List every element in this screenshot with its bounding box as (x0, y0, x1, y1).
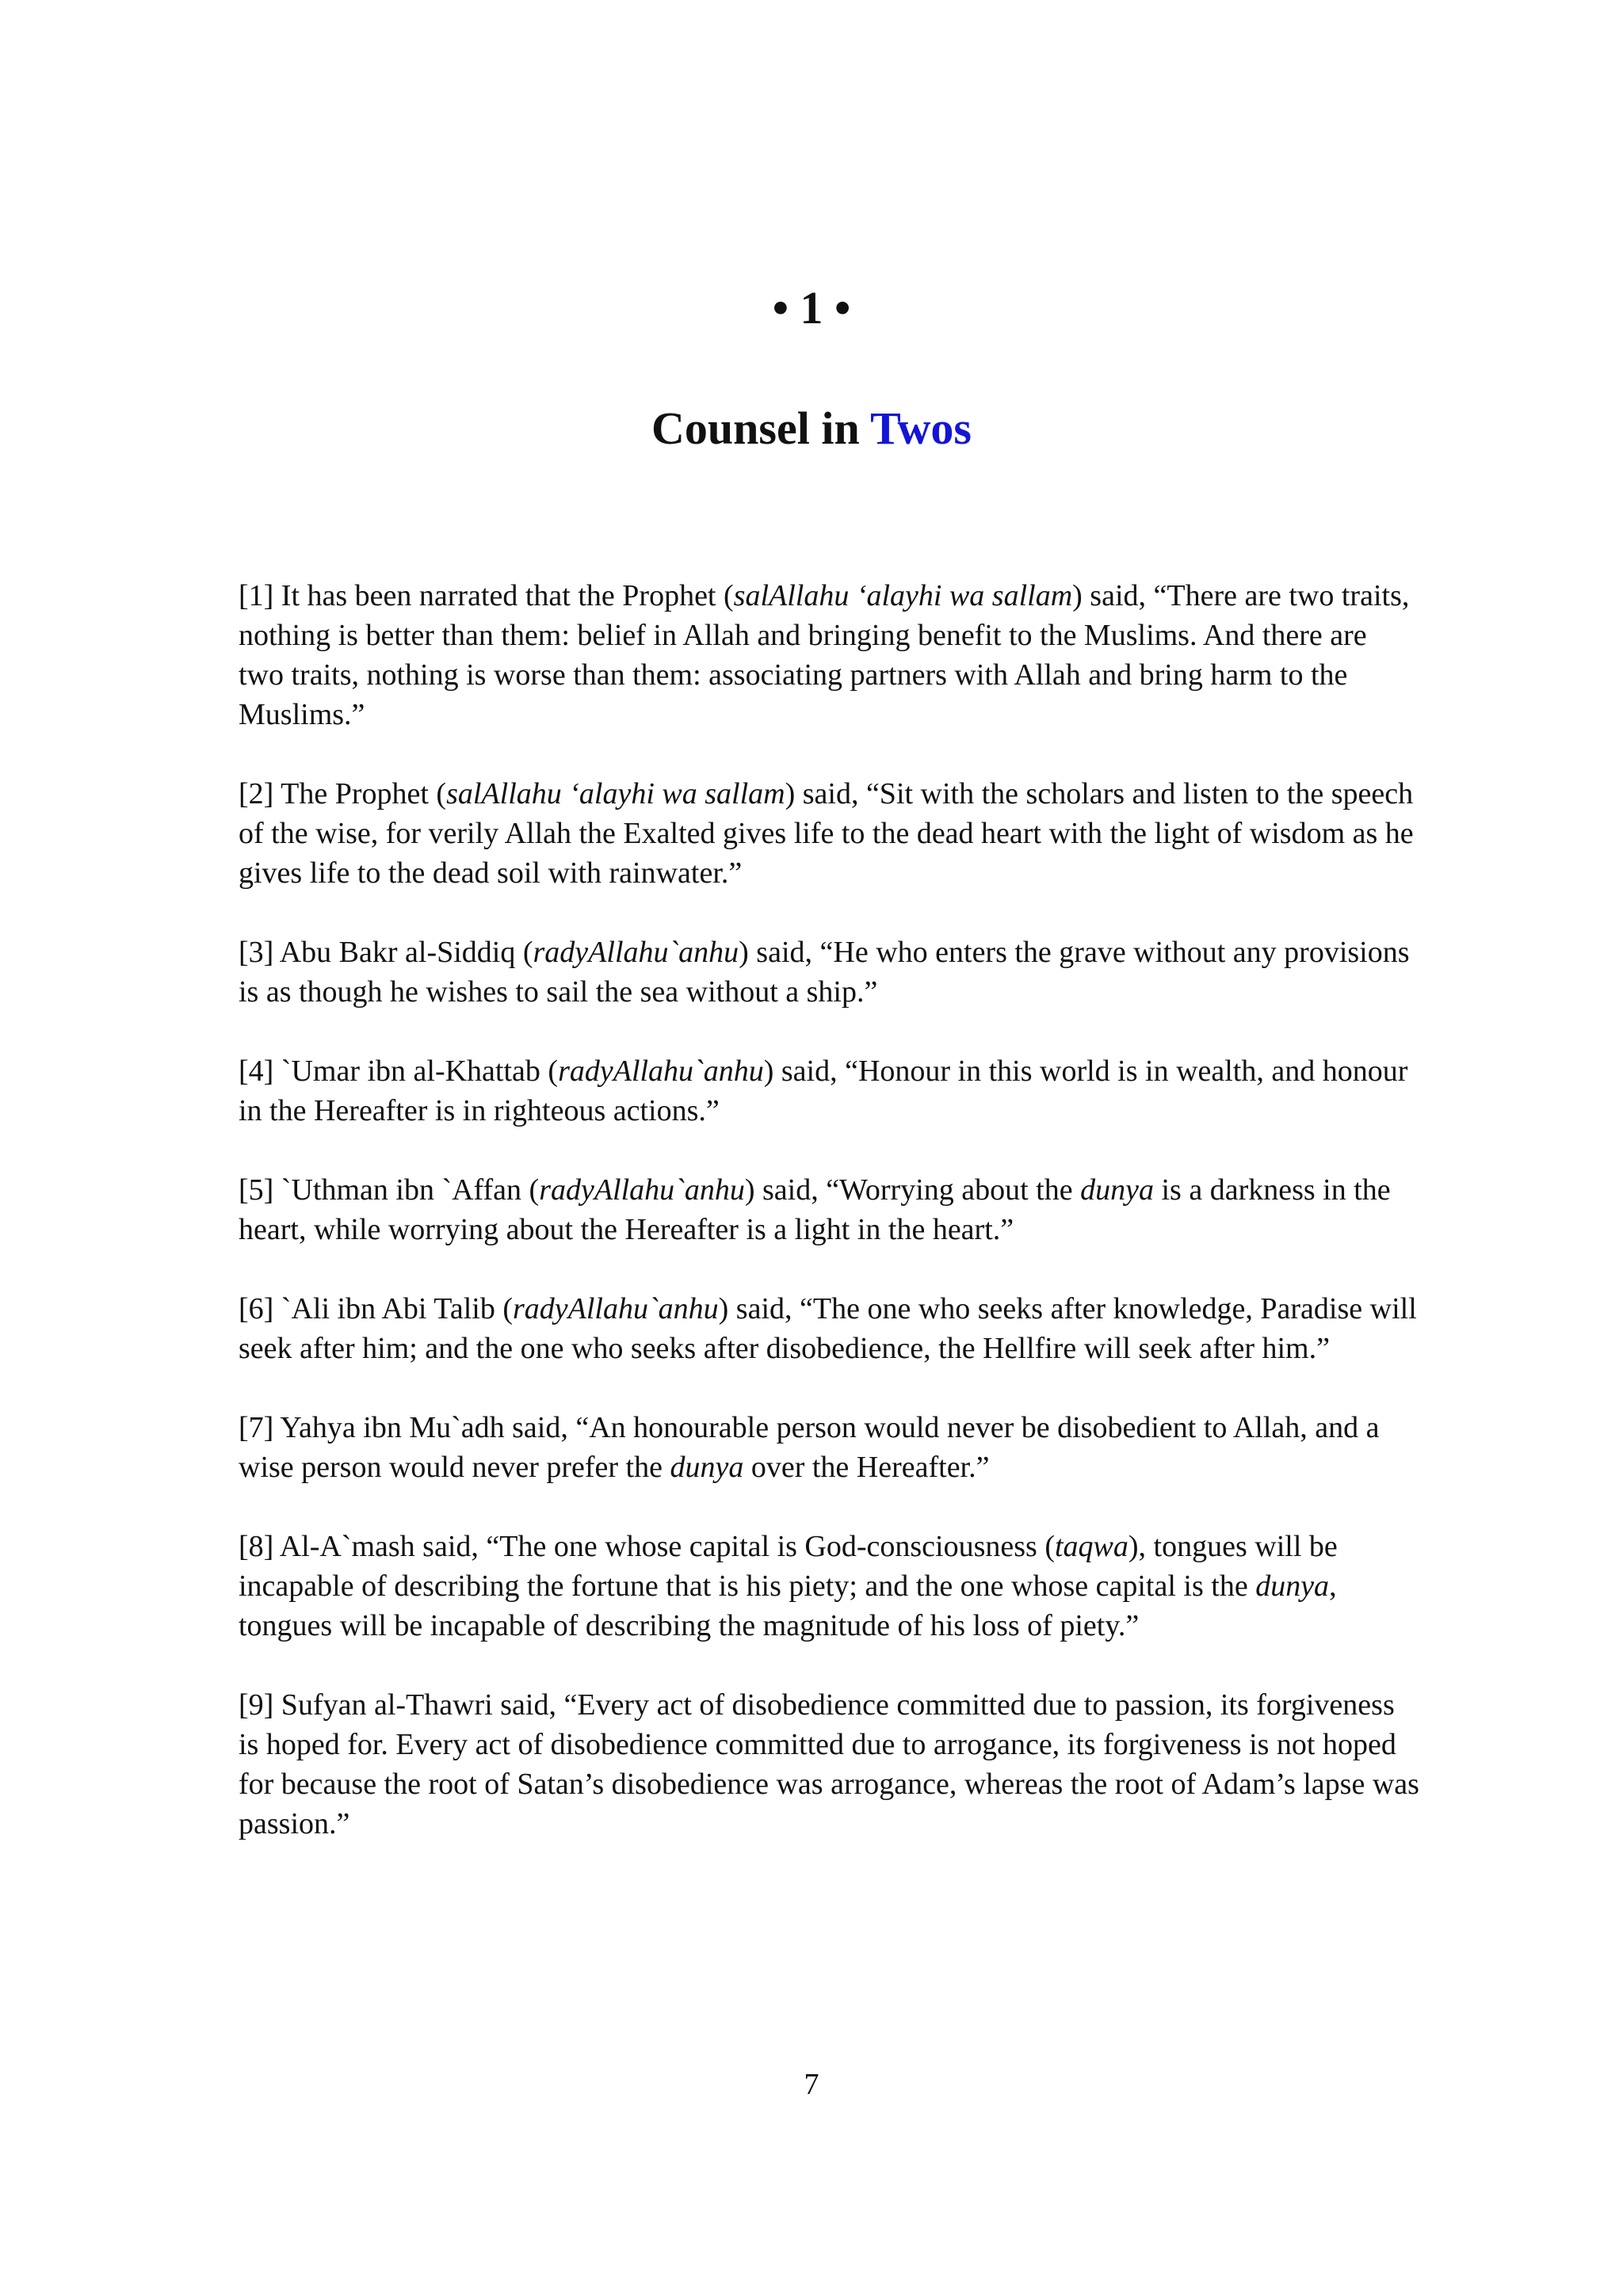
italic-phrase: dunya (1080, 1173, 1154, 1207)
paragraph-7 (239, 1408, 1419, 1487)
paragraph-4 (239, 1051, 1419, 1131)
chapter-number (0, 282, 1623, 334)
chapter-title-main: Counsel in (651, 402, 871, 454)
italic-phrase: salAllahu ‘alayhi wa sallam (733, 579, 1073, 612)
text-run: ) said, “Sit with the scholars and listen to the speech of the wise, for verily Allah the Exalted gives life to the dead heart with the light of wisdom as he gives life to the dead soil with rainwater.” (239, 777, 1414, 890)
italic-phrase: dunya (670, 1451, 744, 1484)
text-run: ) said, “Honour in this world is in wealth, and honour in the Hereafter is in righteous actions.” (239, 1055, 1408, 1127)
text-run: ) said, “There are two traits, nothing is better than them: belief in Allah and bringing benefit to the Muslims. And there are two traits, nothing is worse than them: associating partners with Allah and bring harm to the Muslims.” (239, 579, 1410, 731)
italic-phrase: taqwa (1054, 1530, 1128, 1563)
chapter-title (0, 402, 1623, 454)
paragraph-5 (239, 1170, 1419, 1249)
paragraph-9 (239, 1685, 1419, 1844)
bullet-right: • (834, 282, 851, 334)
text-run: [5] `Uthman ibn `Affan ( (239, 1173, 540, 1207)
paragraph-6 (239, 1289, 1419, 1368)
chapter-number-value: 1 (800, 282, 823, 334)
text-run: ) said, “He who enters the grave without any provisions is as though he wishes to sail the sea without a ship.” (239, 936, 1410, 1009)
text-run: [8] Al-A`mash said, “The one whose capital is God-consciousness ( (239, 1530, 1055, 1563)
text-run: , tongues will be incapable of describing the magnitude of his loss of piety.” (239, 1569, 1337, 1642)
italic-phrase: radyAllahu`anhu (513, 1292, 719, 1325)
text-run: over the Hereafter.” (743, 1451, 990, 1484)
text-run: [4] `Umar ibn al-Khattab ( (239, 1055, 559, 1088)
text-run: [2] The Prophet ( (239, 777, 447, 810)
italic-phrase: salAllahu ‘alayhi wa sallam (446, 777, 785, 810)
bullet-left: • (772, 282, 789, 334)
text-run: ), tongues will be incapable of describing the fortune that is his piety; and the one whose capital is the (239, 1530, 1338, 1603)
text-run: [3] Abu Bakr al-Siddiq ( (239, 936, 533, 969)
text-run: ) said, “Worrying about the (744, 1173, 1081, 1207)
body-text (239, 576, 1419, 1883)
italic-phrase: radyAllahu`anhu (533, 936, 739, 969)
italic-phrase: radyAllahu`anhu (558, 1055, 764, 1088)
chapter-title-accent: Twos (870, 402, 972, 454)
text-run: is a darkness in the heart, while worrying about the Hereafter is a light in the heart.” (239, 1173, 1391, 1246)
paragraph-2 (239, 774, 1419, 893)
paragraph-8 (239, 1527, 1419, 1646)
text-run: ) said, “The one who seeks after knowledge, Paradise will seek after him; and the one who seeks after disobedience, the Hellfire will seek after him.” (239, 1292, 1417, 1365)
page-number: 7 (804, 2068, 819, 2101)
text-run: [6] `Ali ibn Abi Talib ( (239, 1292, 513, 1325)
paragraph-1 (239, 576, 1419, 734)
italic-phrase: dunya (1255, 1569, 1330, 1603)
text-run: [1] It has been narrated that the Prophet ( (239, 579, 734, 612)
text-run: [9] Sufyan al-Thawri said, “Every act of disobedience committed due to passion, its forgiveness is hoped for. Every act of disobedience committed due to arrogance, its forgiveness is not hoped for because the root of Satan’s disobedience was arrogance, whereas the root of Adam’s lapse was passion.” (239, 1688, 1419, 1840)
text-run: [7] Yahya ibn Mu`adh said, “An honourable person would never be disobedient to Allah, and a wise person would never prefer the (239, 1411, 1380, 1484)
italic-phrase: radyAllahu`anhu (539, 1173, 745, 1207)
paragraph-3 (239, 933, 1419, 1012)
